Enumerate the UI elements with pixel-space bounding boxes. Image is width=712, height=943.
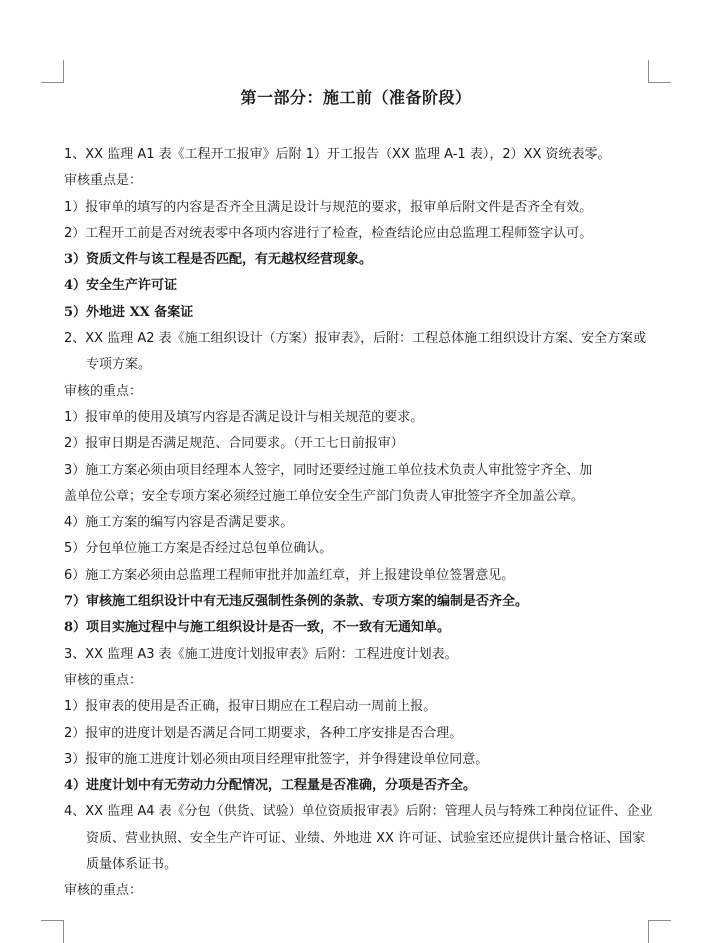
paragraph-line: 1）报审表的使用是否正确，报审日期应在工程启动一周前上报。 bbox=[64, 699, 437, 715]
paragraph-line: 3）施工方案必须由项目经理本人签字，同时还要经过施工单位技术负责人审批签字齐全、加 bbox=[64, 462, 593, 478]
corner-mark-top-left bbox=[41, 60, 64, 83]
paragraph-line: 2）报审日期是否满足规范、合同要求。（开工七日前报审） bbox=[64, 436, 404, 452]
paragraph-line: 3）报审的施工进度计划必须由项目经理审批签字，并争得建设单位同意。 bbox=[64, 751, 489, 767]
paragraph-line: 审核的重点： bbox=[64, 672, 143, 688]
paragraph-line: 6）施工方案必须由总监理工程师审批并加盖红章，并上报建设单位签署意见。 bbox=[64, 567, 515, 583]
paragraph-line: 4、XX 监理 A4 表《分包（供货、试验）单位资质报审表》后附：管理人员与特殊工种岗位证件、企业资质、营业执照、安全生产许可证、业绩、外地进 XX 许可证、试验室还应提供计量合格证、国家质量体系证书。 bbox=[64, 804, 653, 873]
paragraph-line: 8）项目实施过程中与施工组织设计是否一致，不一致有无通知单。 bbox=[64, 620, 451, 636]
corner-mark-bottom-right bbox=[648, 920, 671, 943]
paragraph-line: 盖单位公章；安全专项方案必须经过施工单位安全生产部门负责人审批签字齐全加盖公章。 bbox=[64, 488, 585, 504]
page-title: 第一部分：施工前（准备阶段） bbox=[240, 88, 472, 107]
paragraph-line: 审核重点是： bbox=[64, 173, 143, 189]
paragraph-line: 4）施工方案的编写内容是否满足要求。 bbox=[64, 515, 294, 531]
paragraph-line: 1、XX 监理 A1 表《工程开工报审》后附 1）开工报告（XX 监理 A-1 表），2）XX 资统表零。 bbox=[64, 147, 611, 162]
paragraph-line: 5）分包单位施工方案是否经过总包单位确认。 bbox=[64, 541, 333, 557]
paragraph-line: 5）外地进 XX 备案证 bbox=[64, 304, 194, 320]
paragraph-line: 3、XX 监理 A3 表《施工进度计划报审表》后附：工程进度计划表。 bbox=[64, 646, 458, 662]
paragraph-line: 审核的重点： bbox=[64, 883, 143, 899]
corner-mark-top-right bbox=[648, 60, 671, 83]
paragraph-line: 7）审核施工组织设计中有无违反强制性条例的条款、专项方案的编制是否齐全。 bbox=[64, 594, 529, 610]
paragraph-line: 4）安全生产许可证 bbox=[64, 278, 178, 294]
paragraph-line: 审核的重点： bbox=[64, 383, 143, 399]
paragraph-line: 1）报审单的填写的内容是否齐全且满足设计与规范的要求，报审单后附文件是否齐全有效。 bbox=[64, 199, 593, 215]
paragraph-line: 1）报审单的使用及填写内容是否满足设计与相关规范的要求。 bbox=[64, 409, 424, 425]
paragraph-line: 2）工程开工前是否对统表零中各项内容进行了检查，检查结论应由总监理工程师签字认可。 bbox=[64, 225, 593, 241]
paragraph-line: 3）资质文件与该工程是否匹配，有无越权经营现象。 bbox=[64, 252, 373, 268]
corner-mark-bottom-left bbox=[41, 920, 64, 943]
paragraph-line: 4）进度计划中有无劳动力分配情况，工程量是否准确，分项是否齐全。 bbox=[64, 778, 477, 794]
document-body bbox=[64, 142, 654, 905]
paragraph-line: 2）报审的进度计划是否满足合同工期要求，各种工序安排是否合理。 bbox=[64, 725, 463, 741]
paragraph-line: 2、XX 监理 A2 表《施工组织设计（方案）报审表》，后附：工程总体施工组织设计方案、安全方案或专项方案。 bbox=[64, 331, 647, 373]
